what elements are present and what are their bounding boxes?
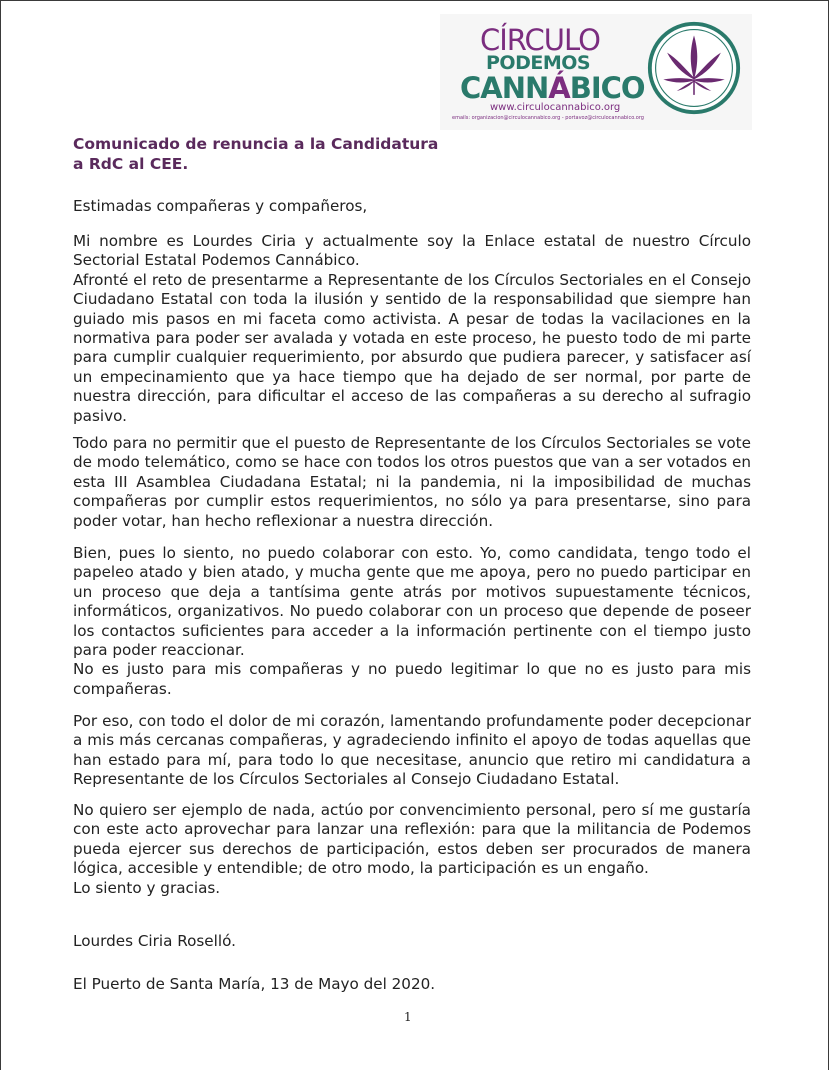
paragraph-line: Ciudadano Estatal con toda la ilusión y sentido de la responsabilidad que siempre han [73, 290, 751, 309]
circulo-cannabico-logo [440, 14, 752, 130]
paragraph-line: lógica, accesible y entendible; de otro modo, la participación es un engaño. [73, 859, 649, 878]
logo-url: www.circulocannabico.org [490, 102, 621, 113]
paragraph-line: un proceso que deja a tantísima gente atrás por motivos supuestamente técnicos, [73, 582, 751, 601]
paragraph-line: No es justo para mis compañeras y no puedo legitimar lo que no es justo para mis [73, 660, 751, 679]
paragraph-line: Mi nombre es Lourdes Ciria y actualmente soy la Enlace estatal de nuestro Círculo [73, 232, 751, 250]
paragraph-line: los contactos suficientes para acceder a la información pertinente con el tiempo justo [73, 621, 751, 640]
paragraph-line: con este acto aprovechar para lanzar una reflexión: para que la militancia de Podemos [73, 820, 751, 839]
paragraph-line: Lo siento y gracias. [73, 878, 221, 897]
paragraph-line: compañeras por cumplir estos requerimientos, no sólo ya para presentarse, sino para [73, 492, 751, 511]
page-number: 1 [404, 1010, 412, 1024]
paragraph-line: Bien, pues lo siento, no puedo colaborar con esto. Yo, como candidata, tengo todo el [73, 544, 751, 562]
document-title [73, 134, 438, 174]
logo-emails: emails: organizacion@circulocannabico.org - portavoz@circulocannabico.org [452, 115, 644, 121]
paragraph-line: normativa para poder ser avalada y votada en este proceso, he puesto todo de mi parte [73, 329, 751, 348]
paragraph-line: No quiero ser ejemplo de nada, actúo por convencimiento personal, pero sí me gustaría [73, 801, 751, 819]
paragraph-line: un empecinamiento que ya hace tiempo que ha dejado de ser normal, por parte de [73, 367, 751, 386]
paragraph-line: compañeras. [73, 679, 172, 698]
paragraph-line: Sectorial Estatal Podemos Cannábico. [73, 251, 360, 270]
paragraph-line: Afronté el reto de presentarme a Representante de los Círculos Sectoriales en el Consejo [73, 270, 751, 289]
paragraph-line: papeleo atado y bien atado, y mucha gente que me apoya, pero no puedo participar en [73, 563, 751, 582]
paragraph-line: esta III Asamblea Ciudadana Estatal; ni la pandemia, ni la imposibilidad de muchas [73, 472, 751, 491]
logo-word-cannabico [460, 71, 645, 105]
paragraph-3 [73, 544, 751, 699]
document-title-line2: a RdC al CEE. [73, 155, 189, 173]
paragraph-line: guiado mis pasos en mi faceta como activista. A pesar de todas la vacilaciones en la [73, 309, 751, 328]
paragraph-line: de modo telemático, como se hace con todos los otros puestos que van a ser votados en [73, 453, 751, 472]
paragraph-line: para cumplir cualquier requerimiento, por absurdo que pudiera parecer, y satisfacer así [73, 348, 751, 367]
logo-word-podemos: PODEMOS [486, 52, 591, 74]
signature: Lourdes Ciria Roselló. [73, 932, 236, 950]
paragraph-4 [73, 712, 751, 790]
logo-word-cannabico-part1: CANN [460, 71, 549, 105]
logo-word-circulo: CÍRCULO [480, 23, 600, 57]
paragraph-line: a mis más cercanas compañeras, y agradeciendo infinito el apoyo de todas aquellas que [73, 731, 751, 750]
paragraph-line: poder votar, han hecho reflexionar a nuestra dirección. [73, 511, 494, 530]
paragraph-1 [73, 232, 751, 426]
paragraph-line: han estado para mí, para todo lo que necesitase, anuncio que retiro mi candidatura a [73, 750, 751, 769]
cannabis-leaf-icon [646, 20, 742, 116]
paragraph-line: pasivo. [73, 406, 127, 425]
paragraph-5 [73, 801, 751, 898]
document-title-line1: Comunicado de renuncia a la Candidatura [73, 135, 439, 153]
logo-word-cannabico-accent: Á [548, 71, 570, 105]
paragraph-line: pueda ejercer sus derechos de participación, estos deben ser procurados de manera [73, 839, 751, 858]
paragraph-line: Representante de los Círculos Sectoriales al Consejo Ciudadano Estatal. [73, 770, 620, 789]
paragraph-2 [73, 434, 751, 531]
paragraph-line: Todo para no permitir que el puesto de Representante de los Círculos Sectoriales se vote [73, 434, 751, 452]
paragraph-line: nuestra dirección, para dificultar el acceso de las compañeras a su derecho al sufragio [73, 387, 751, 406]
paragraph-line: informáticos, organizativos. No puedo colaborar con un proceso que depende de poseer [73, 602, 751, 621]
place-date: El Puerto de Santa María, 13 de Mayo del 2020. [73, 975, 436, 993]
paragraph-line: para poder reaccionar. [73, 641, 245, 660]
greeting: Estimadas compañeras y compañeros, [73, 197, 368, 215]
logo-word-cannabico-part2: BICO [569, 71, 645, 105]
paragraph-line: Por eso, con todo el dolor de mi corazón, lamentando profundamente poder decepcionar [73, 712, 751, 730]
